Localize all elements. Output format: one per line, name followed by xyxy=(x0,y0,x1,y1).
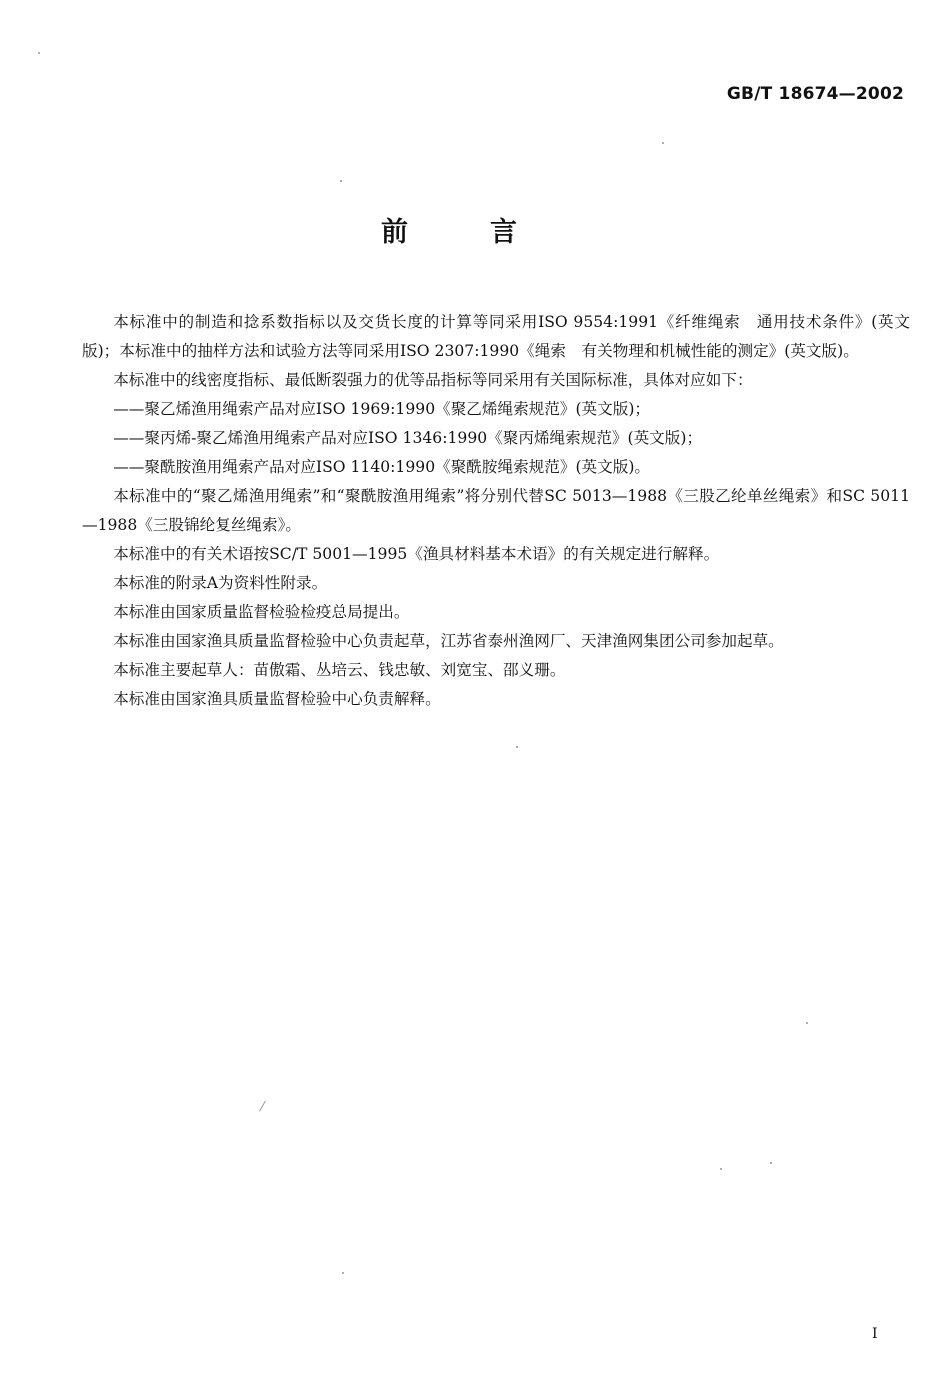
scan-speck xyxy=(516,746,518,748)
paragraph-annex: 本标准的附录A为资料性附录。 xyxy=(113,574,328,592)
paragraph-drafting-units: 本标准由国家渔具质量监督检验中心负责起草，江苏省泰州渔网厂、天津渔网集团公司参加起草。 xyxy=(113,632,784,650)
scan-speck xyxy=(38,52,40,54)
scan-speck xyxy=(340,180,342,182)
paragraph-linear-density: 本标准中的线密度指标、最低断裂强力的优等品指标等同采用有关国际标准，具体对应如下： xyxy=(113,371,753,389)
scan-speck xyxy=(259,1101,266,1112)
page-title: 前言 xyxy=(381,217,599,248)
paragraph-terminology: 本标准中的有关术语按SC/T 5001—1995《渔具材料基本术语》的有关规定进行解释。 xyxy=(113,545,720,563)
page-number: I xyxy=(872,1326,878,1342)
paragraph-replacement: 本标准中的“聚乙烯渔用绳索”和“聚酰胺渔用绳索”将分别代替SC 5013—1988《三股乙纶单丝绳索》和SC 5011—1988《三股锦纶复丝绳索》。 xyxy=(82,487,910,534)
paragraph-interpretation: 本标准由国家渔具质量监督检验中心负责解释。 xyxy=(113,690,441,708)
scan-speck xyxy=(806,1022,808,1024)
list-item-polyamide: ——聚酰胺渔用绳索产品对应ISO 1140:1990《聚酰胺绳索规范》(英文版)。 xyxy=(113,458,650,476)
paragraph-adoption: 本标准中的制造和捻系数指标以及交货长度的计算等同采用ISO 9554:1991《纤维绳索 通用技术条件》(英文版)；本标准中的抽样方法和试验方法等同采用ISO 2307:1990《绳索 有关物理和机械性能的测定》(英文版)。 xyxy=(82,313,910,360)
foreword-body xyxy=(82,308,910,714)
list-item-polyethylene: ——聚乙烯渔用绳索产品对应ISO 1969:1990《聚乙烯绳索规范》(英文版)； xyxy=(113,400,650,418)
standard-code: GB/T 18674—2002 xyxy=(726,84,904,104)
paragraph-proposer: 本标准由国家质量监督检验检疫总局提出。 xyxy=(113,603,410,621)
scan-speck xyxy=(342,1272,344,1274)
scan-speck xyxy=(720,1168,722,1170)
paragraph-drafters: 本标准主要起草人：苗傲霜、丛培云、钱忠敏、刘宽宝、邵义珊。 xyxy=(113,661,566,679)
scan-speck xyxy=(770,1162,772,1164)
scan-speck xyxy=(662,142,664,144)
list-item-polypropylene: ——聚丙烯-聚乙烯渔用绳索产品对应ISO 1346:1990《聚丙烯绳索规范》(英文版)； xyxy=(113,429,703,447)
